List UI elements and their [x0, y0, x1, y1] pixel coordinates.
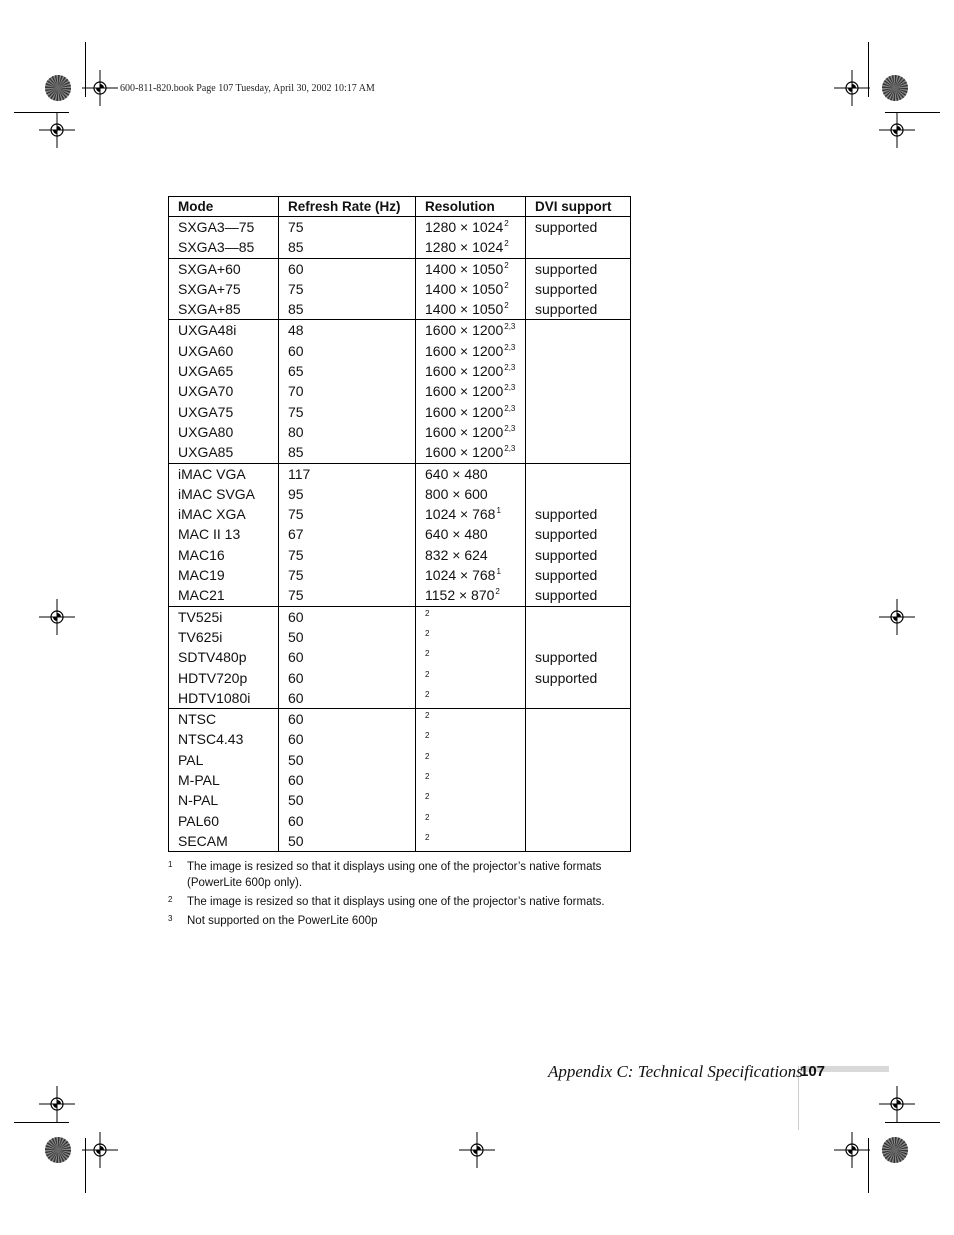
footnote-reference: 2,3	[504, 363, 516, 373]
table-row	[169, 565, 631, 585]
cell-mode: SDTV480p	[169, 647, 279, 667]
footnote-reference: 2,3	[504, 444, 516, 454]
cell-dvi-support	[526, 463, 631, 484]
cell-dvi-support	[526, 442, 631, 463]
header-dvi-support: DVI support	[526, 197, 631, 217]
table-body	[169, 217, 631, 852]
table-row	[169, 729, 631, 749]
cell-dvi-support	[526, 361, 631, 381]
cell-refresh-rate: 80	[279, 422, 416, 442]
cell-refresh-rate: 75	[279, 565, 416, 585]
cell-mode: iMAC SVGA	[169, 484, 279, 504]
cell-dvi-support	[526, 750, 631, 770]
table-row	[169, 770, 631, 790]
table-row	[169, 341, 631, 361]
cell-resolution	[416, 258, 526, 279]
resolution-value: 1600 × 1200	[425, 403, 504, 420]
cell-mode: UXGA48i	[169, 320, 279, 341]
table-row	[169, 627, 631, 647]
table-row	[169, 217, 631, 238]
cell-mode: UXGA75	[169, 402, 279, 422]
resolution-value: 640 × 480	[425, 465, 488, 482]
cell-dvi-support: supported	[526, 647, 631, 667]
resolution-value: 1024 × 768	[425, 567, 496, 584]
table-row	[169, 237, 631, 258]
cell-resolution	[416, 831, 526, 852]
cell-mode: M-PAL	[169, 770, 279, 790]
table-row	[169, 258, 631, 279]
cell-refresh-rate: 50	[279, 627, 416, 647]
cell-refresh-rate: 60	[279, 647, 416, 667]
cell-resolution	[416, 565, 526, 585]
cell-mode: SXGA+85	[169, 299, 279, 320]
footnote	[168, 859, 608, 891]
cell-resolution	[416, 729, 526, 749]
cell-mode: NTSC	[169, 709, 279, 730]
cell-refresh-rate: 75	[279, 402, 416, 422]
cell-dvi-support: supported	[526, 668, 631, 688]
footnote-reference: 2	[425, 832, 430, 842]
registration-mark-icon	[39, 1086, 75, 1122]
cell-mode: SECAM	[169, 831, 279, 852]
cell-mode: PAL	[169, 750, 279, 770]
cell-dvi-support: supported	[526, 504, 631, 524]
table-row	[169, 361, 631, 381]
resolution-value: 1400 × 1050	[425, 301, 504, 318]
cell-refresh-rate: 75	[279, 279, 416, 299]
footnote-reference: 2,3	[504, 403, 516, 413]
header-refresh-rate: Refresh Rate (Hz)	[279, 197, 416, 217]
footnote-reference: 2	[504, 280, 509, 290]
cell-resolution	[416, 524, 526, 544]
cell-mode: MAC16	[169, 545, 279, 565]
cell-mode: HDTV720p	[169, 668, 279, 688]
cell-resolution	[416, 709, 526, 730]
footnote-text: Not supported on the PowerLite 600p	[187, 915, 378, 927]
footnote-reference: 2,3	[504, 383, 516, 393]
cell-refresh-rate: 95	[279, 484, 416, 504]
cell-refresh-rate: 117	[279, 463, 416, 484]
cell-mode: N-PAL	[169, 790, 279, 810]
footnote-reference: 2,3	[504, 423, 516, 433]
resolution-value: 1600 × 1200	[425, 363, 504, 380]
cell-refresh-rate: 85	[279, 442, 416, 463]
cell-resolution	[416, 790, 526, 810]
cell-mode: PAL60	[169, 811, 279, 831]
cell-refresh-rate: 60	[279, 668, 416, 688]
cell-refresh-rate: 75	[279, 585, 416, 606]
resolution-value: 800 × 600	[425, 485, 488, 502]
footnote-reference: 2	[425, 772, 430, 782]
cell-mode: SXGA3—85	[169, 237, 279, 258]
footnote-reference: 2	[425, 628, 430, 638]
table-row	[169, 442, 631, 463]
footnote-reference: 2	[504, 301, 509, 311]
footnote-reference: 2	[425, 669, 430, 679]
footnote-reference: 2	[425, 689, 430, 699]
star-target-icon	[882, 1137, 908, 1163]
cell-dvi-support	[526, 790, 631, 810]
footnote-number: 2	[168, 895, 173, 904]
cell-dvi-support	[526, 831, 631, 852]
cell-resolution	[416, 299, 526, 320]
video-modes-table	[168, 196, 631, 852]
cell-dvi-support	[526, 341, 631, 361]
cell-resolution	[416, 627, 526, 647]
cell-mode: UXGA60	[169, 341, 279, 361]
header-resolution: Resolution	[416, 197, 526, 217]
resolution-value: 832 × 624	[425, 546, 488, 563]
cell-refresh-rate: 48	[279, 320, 416, 341]
header-mode: Mode	[169, 197, 279, 217]
cell-resolution	[416, 279, 526, 299]
book-info-header: 600-811-820.book Page 107 Tuesday, April 30, 2002 10:17 AM	[120, 83, 375, 94]
cell-resolution	[416, 402, 526, 422]
cell-resolution	[416, 770, 526, 790]
resolution-value: 1280 × 1024	[425, 219, 504, 235]
cell-mode: TV625i	[169, 627, 279, 647]
registration-mark-icon	[834, 70, 870, 106]
registration-mark-icon	[82, 70, 118, 106]
cell-resolution	[416, 381, 526, 401]
table-row	[169, 647, 631, 667]
cell-dvi-support: supported	[526, 524, 631, 544]
cell-dvi-support	[526, 237, 631, 258]
footnote-reference: 2	[425, 649, 430, 659]
cell-resolution	[416, 341, 526, 361]
cell-refresh-rate: 50	[279, 831, 416, 852]
cell-refresh-rate: 50	[279, 750, 416, 770]
cell-refresh-rate: 60	[279, 811, 416, 831]
cell-resolution	[416, 585, 526, 606]
cell-resolution	[416, 217, 526, 238]
cell-mode: UXGA85	[169, 442, 279, 463]
cell-mode: SXGA3—75	[169, 217, 279, 238]
registration-mark-icon	[82, 1132, 118, 1168]
star-target-icon	[882, 75, 908, 101]
registration-mark-icon	[459, 1132, 495, 1168]
cell-resolution	[416, 320, 526, 341]
footnote-reference: 2	[495, 587, 500, 597]
cell-refresh-rate: 60	[279, 709, 416, 730]
footnote-text: The image is resized so that it displays using one of the projector’s native formats (PowerLite 600p only).	[187, 861, 602, 889]
cell-resolution	[416, 504, 526, 524]
page-number: 107	[800, 1063, 826, 1080]
cell-dvi-support	[526, 422, 631, 442]
cell-refresh-rate: 60	[279, 606, 416, 627]
cell-refresh-rate: 60	[279, 258, 416, 279]
cell-dvi-support	[526, 627, 631, 647]
cell-resolution	[416, 811, 526, 831]
cell-mode: HDTV1080i	[169, 688, 279, 709]
footnote-reference: 2	[504, 260, 509, 270]
cell-dvi-support: supported	[526, 545, 631, 565]
cell-dvi-support: supported	[526, 299, 631, 320]
cell-dvi-support	[526, 709, 631, 730]
table-row	[169, 585, 631, 606]
cell-refresh-rate: 60	[279, 770, 416, 790]
cell-mode: UXGA70	[169, 381, 279, 401]
cell-refresh-rate: 65	[279, 361, 416, 381]
cell-dvi-support	[526, 688, 631, 709]
footnote-reference: 2	[425, 751, 430, 761]
star-target-icon	[45, 1137, 71, 1163]
table-row	[169, 709, 631, 730]
cell-dvi-support	[526, 320, 631, 341]
footnote-reference: 2	[425, 792, 430, 802]
footer-title: Appendix C: Technical Specifications	[548, 1062, 803, 1081]
cell-refresh-rate: 85	[279, 299, 416, 320]
cell-mode: SXGA+75	[169, 279, 279, 299]
resolution-value: 1600 × 1200	[425, 322, 504, 339]
table-row	[169, 381, 631, 401]
table-row	[169, 811, 631, 831]
cell-refresh-rate: 60	[279, 688, 416, 709]
table-row	[169, 750, 631, 770]
cell-mode: MAC19	[169, 565, 279, 585]
resolution-value: 1600 × 1200	[425, 383, 504, 400]
cell-mode: UXGA80	[169, 422, 279, 442]
table-row	[169, 320, 631, 341]
footnote-reference: 2	[425, 731, 430, 741]
cell-resolution	[416, 545, 526, 565]
cell-refresh-rate: 75	[279, 504, 416, 524]
cell-resolution	[416, 422, 526, 442]
footnote-text: The image is resized so that it displays using one of the projector’s native formats.	[187, 896, 605, 908]
registration-mark-icon	[879, 1086, 915, 1122]
cell-refresh-rate: 67	[279, 524, 416, 544]
cell-dvi-support: supported	[526, 258, 631, 279]
cell-mode: NTSC4.43	[169, 729, 279, 749]
cell-resolution	[416, 463, 526, 484]
table-row	[169, 422, 631, 442]
resolution-value: 1280 × 1024	[425, 239, 504, 256]
table-row	[169, 688, 631, 709]
cell-refresh-rate: 60	[279, 341, 416, 361]
footnote-number: 1	[168, 860, 173, 869]
footnotes	[168, 859, 608, 932]
cell-resolution	[416, 606, 526, 627]
cell-resolution	[416, 647, 526, 667]
table-row	[169, 299, 631, 320]
cell-dvi-support: supported	[526, 217, 631, 238]
footnote-reference: 1	[496, 567, 501, 577]
resolution-value: 1600 × 1200	[425, 342, 504, 359]
resolution-value: 1600 × 1200	[425, 423, 504, 440]
cell-resolution	[416, 668, 526, 688]
cell-dvi-support: supported	[526, 279, 631, 299]
cell-mode: MAC21	[169, 585, 279, 606]
footnote-number: 3	[168, 914, 173, 923]
footnote-reference: 2	[504, 239, 509, 249]
table-header-row	[169, 197, 631, 217]
cell-resolution	[416, 237, 526, 258]
crop-mark	[14, 1122, 69, 1123]
resolution-value: 1024 × 768	[425, 506, 496, 523]
cell-mode: MAC II 13	[169, 524, 279, 544]
cell-mode: TV525i	[169, 606, 279, 627]
footnote	[168, 913, 608, 929]
footnote-reference: 2,3	[504, 342, 516, 352]
cell-dvi-support: supported	[526, 585, 631, 606]
footnote	[168, 894, 608, 910]
cell-dvi-support	[526, 606, 631, 627]
cell-mode: iMAC VGA	[169, 463, 279, 484]
cell-resolution	[416, 688, 526, 709]
cell-refresh-rate: 85	[279, 237, 416, 258]
cell-mode: UXGA65	[169, 361, 279, 381]
cell-resolution	[416, 361, 526, 381]
cell-resolution	[416, 442, 526, 463]
cell-mode: SXGA+60	[169, 258, 279, 279]
cell-resolution	[416, 750, 526, 770]
resolution-value: 1400 × 1050	[425, 260, 504, 277]
registration-mark-icon	[879, 112, 915, 148]
cell-resolution	[416, 484, 526, 504]
footnote-reference: 2	[504, 219, 509, 228]
cell-dvi-support	[526, 811, 631, 831]
footnote-reference: 2	[425, 608, 430, 618]
star-target-icon	[45, 75, 71, 101]
footnote-reference: 2	[425, 711, 430, 721]
table-row	[169, 790, 631, 810]
resolution-value: 640 × 480	[425, 526, 488, 543]
cell-mode: iMAC XGA	[169, 504, 279, 524]
table-row	[169, 831, 631, 852]
cell-dvi-support	[526, 402, 631, 422]
resolution-value: 1400 × 1050	[425, 280, 504, 297]
table-row	[169, 279, 631, 299]
footnote-reference: 1	[496, 506, 501, 516]
resolution-value: 1152 × 870	[425, 587, 495, 604]
table-row	[169, 484, 631, 504]
footnote-reference: 2,3	[504, 322, 516, 332]
table-row	[169, 668, 631, 688]
table-row	[169, 402, 631, 422]
resolution-value: 1600 × 1200	[425, 444, 504, 461]
registration-mark-icon	[39, 599, 75, 635]
table-row	[169, 463, 631, 484]
cell-dvi-support	[526, 729, 631, 749]
cell-refresh-rate: 75	[279, 217, 416, 238]
cell-refresh-rate: 70	[279, 381, 416, 401]
table-row	[169, 504, 631, 524]
cell-refresh-rate: 75	[279, 545, 416, 565]
table-row	[169, 524, 631, 544]
cell-dvi-support	[526, 484, 631, 504]
table-row	[169, 606, 631, 627]
registration-mark-icon	[834, 1132, 870, 1168]
cell-refresh-rate: 60	[279, 729, 416, 749]
registration-mark-icon	[39, 112, 75, 148]
cell-dvi-support: supported	[526, 565, 631, 585]
registration-mark-icon	[879, 599, 915, 635]
cell-refresh-rate: 50	[279, 790, 416, 810]
table-row	[169, 545, 631, 565]
cell-dvi-support	[526, 770, 631, 790]
cell-dvi-support	[526, 381, 631, 401]
footnote-reference: 2	[425, 812, 430, 822]
crop-mark	[885, 1122, 940, 1123]
